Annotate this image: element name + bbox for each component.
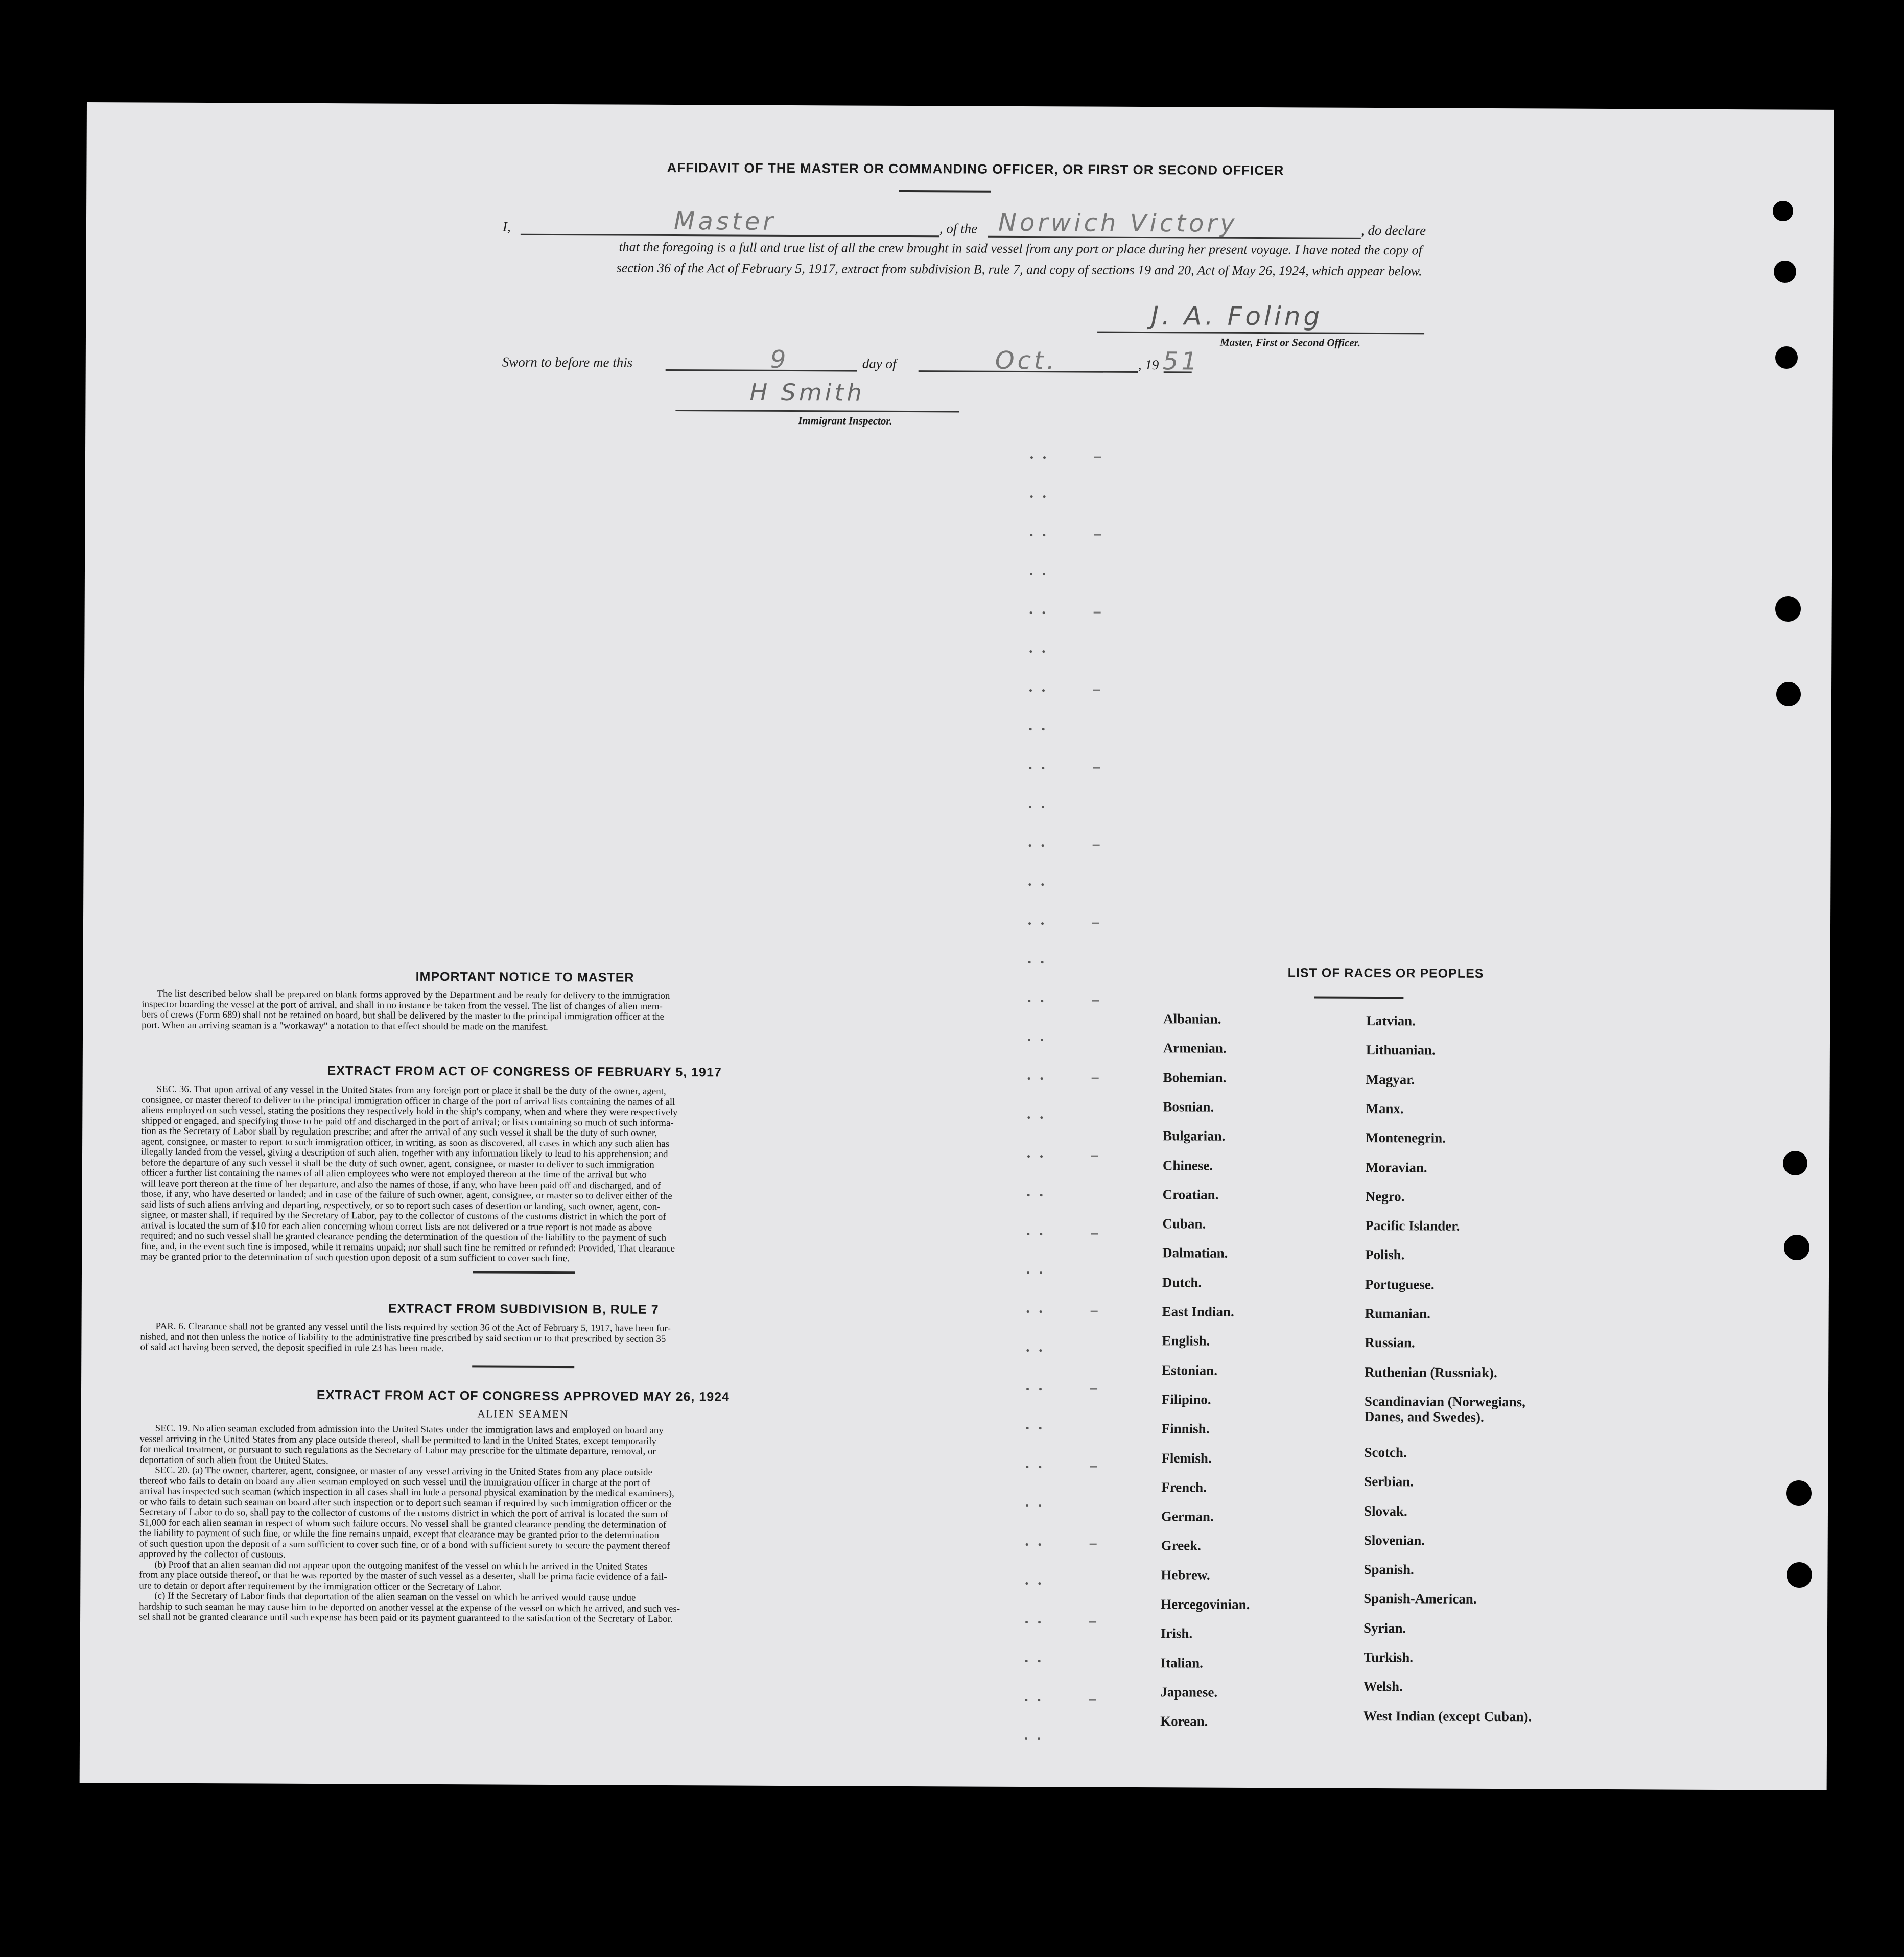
- faint-dot: [1043, 534, 1045, 536]
- faint-dot: [1029, 728, 1032, 730]
- race-item: Finnish.: [1161, 1421, 1210, 1436]
- faint-dot: [1038, 1737, 1040, 1740]
- faint-dot: [1040, 1116, 1043, 1119]
- faint-dot: [1030, 456, 1033, 459]
- race-item: Italian.: [1160, 1655, 1204, 1671]
- rule7-text: [140, 1321, 906, 1356]
- sworn-label: Sworn to before me this: [502, 354, 633, 370]
- race-item: Greek.: [1161, 1538, 1201, 1553]
- faint-dot: [1039, 1466, 1041, 1468]
- faint-dot: [1027, 1155, 1030, 1158]
- faint-dash: [1091, 1156, 1098, 1157]
- faint-dot: [1026, 1543, 1028, 1546]
- race-item: Dutch.: [1162, 1274, 1202, 1290]
- extract-1924-subtitle: ALIEN SEAMEN: [477, 1407, 569, 1421]
- faint-dash: [1091, 1233, 1098, 1235]
- year-prefix-label: , 19: [1138, 357, 1159, 373]
- race-item: Turkish.: [1363, 1649, 1414, 1665]
- extract-1924-line: of such question upon the deposit of a sum sufficient to cover such fine, or of a bond with sufficient surety to secure the payment thereof: [139, 1538, 670, 1551]
- faint-dot: [1027, 1194, 1030, 1196]
- binder-hole: [1775, 346, 1798, 369]
- faint-dot: [1026, 1466, 1028, 1468]
- race-item: East Indian.: [1162, 1304, 1234, 1319]
- extract-1924-title: EXTRACT FROM ACT OF CONGRESS APPROVED MAY 26, 1924: [316, 1387, 730, 1404]
- race-item: French.: [1161, 1479, 1207, 1495]
- race-item: Serbian.: [1364, 1474, 1414, 1490]
- race-item: West Indian (except Cuban).: [1363, 1708, 1532, 1724]
- notice-line: bers of crews (Form 689) shall not be retained on board, but shall be delivered by the master to the principal immigration officer at the: [142, 1009, 664, 1022]
- faint-dot: [1027, 1271, 1029, 1274]
- faint-dot: [1030, 573, 1032, 575]
- faint-dot: [1026, 1427, 1029, 1429]
- faint-dash: [1091, 1311, 1098, 1312]
- extract-1917-line: shipped or engaged, and specifying those to be paid off and discharged in the port of arrival; or lists containing so much of such informa-: [141, 1115, 674, 1128]
- race-item: Welsh.: [1363, 1679, 1403, 1694]
- faint-dot: [1027, 1310, 1029, 1313]
- extract-1917-line: signee, or master shall, if required by the Secretary of Labor, pay to the collector of customs of the customs district in which the port of: [140, 1209, 666, 1222]
- race-item: Flemish.: [1161, 1450, 1212, 1466]
- extract-1917-line: will leave port thereon at the time of her departure, and also the names of those, if any, who have been paid off and discharged, and of: [140, 1177, 661, 1191]
- extract-1917-line: agent, consignee, or master to report to such immigration officer, in writing, as soon as discovered, all cases in which any such alien has: [141, 1136, 670, 1149]
- day-of-label: day of: [862, 356, 897, 371]
- extract-1924-line: the liability to payment of such fine, or while the fine remains unpaid, except that clearance may be granted prior to the determination: [139, 1527, 660, 1541]
- vessel-handwritten: Norwich Victory: [998, 208, 1238, 238]
- master-handwritten: Master: [673, 207, 777, 236]
- extract-1924-text: [139, 1423, 906, 1625]
- i-label: I,: [502, 219, 511, 234]
- extract-1924-line: vessel arriving in the United States from any place outside thereof, shall be permitted to land in the United States, except temporarily: [139, 1433, 657, 1447]
- extract-1917-line: illegally landed from the vessel, giving a description of such alien, together with any information likely to lead to his apprehension; and: [140, 1146, 668, 1160]
- faint-dot: [1028, 1077, 1030, 1080]
- faint-dot: [1042, 728, 1045, 730]
- faint-dot: [1025, 1621, 1028, 1623]
- race-item: Irish.: [1160, 1625, 1193, 1641]
- inspector-signature: H Smith: [749, 378, 865, 407]
- extract-1917-line: arrival is located the sum of $10 for each alien concerning whom correct lists are not delivered or a true report is not made as above: [140, 1219, 652, 1233]
- extract-1924-line: hardship to such seaman he may cause him to be deported on another vessel at the expense of the vessel on which he arrived, and such ves-: [139, 1600, 680, 1614]
- extract-1917-line: required; and no such vessel shall be granted clearance pending the determination of the question of the liability to the payment of such: [140, 1230, 667, 1243]
- faint-dot: [1029, 844, 1031, 847]
- race-item: Scotch.: [1364, 1444, 1407, 1460]
- notice-line: The list described below shall be prepared on blank forms approved by the Department and be ready for delivery to the immigration: [157, 988, 670, 1001]
- faint-dot: [1040, 1233, 1042, 1235]
- affidavit-title: AFFIDAVIT OF THE MASTER OR COMMANDING OFFICER, OR FIRST OR SECOND OFFICER: [667, 159, 1284, 178]
- race-item: Croatian.: [1162, 1187, 1219, 1203]
- extract-1924-line: approved by the collector of customs.: [139, 1548, 286, 1560]
- race-item: Bulgarian.: [1163, 1128, 1226, 1144]
- binder-hole: [1773, 201, 1793, 221]
- extract-1924-line: (c) If the Secretary of Labor finds that deportation of the alien seaman on the vessel on which he arrived would cause undue: [154, 1590, 636, 1604]
- year-handwritten: 51: [1162, 347, 1201, 376]
- extract-1917-line: fine, and, in the event such fine is imposed, while it remains unpaid; nor shall such fine be remitted or refunded: Provided, That clearance: [140, 1240, 675, 1254]
- race-item: Bohemian.: [1163, 1069, 1227, 1086]
- race-item: Chinese.: [1162, 1157, 1213, 1173]
- race-item: Lithuanian.: [1366, 1042, 1436, 1058]
- faint-dot: [1039, 1349, 1042, 1352]
- rule7-line: nished, and not then unless the notice of liability to the administrative fine prescribed by said section or to that prescribed by section 35: [140, 1331, 666, 1345]
- race-item: Moravian.: [1365, 1159, 1427, 1175]
- extract-1917-line: officer a further list containing the names of all alien employees who were not employed thereon at the time of the arrival but who: [140, 1167, 647, 1181]
- rule7-title: EXTRACT FROM SUBDIVISION B, RULE 7: [388, 1301, 659, 1317]
- faint-dash: [1094, 534, 1101, 536]
- faint-dot: [1043, 611, 1045, 614]
- faint-dot: [1043, 456, 1046, 459]
- race-item: Slovenian.: [1364, 1532, 1425, 1548]
- faint-dash: [1093, 767, 1100, 769]
- race-item: Negro.: [1365, 1188, 1405, 1205]
- notice-line: port. When an arriving seaman is a "workaway" a notation to that effect should be made on the manifest.: [142, 1019, 548, 1032]
- faint-dot: [1025, 1737, 1027, 1740]
- faint-dot: [1028, 883, 1031, 886]
- binder-hole: [1775, 596, 1801, 622]
- document-page: [80, 102, 1834, 1790]
- extract-1924-line: SEC. 19. No alien seaman excluded from admission into the United States under the immigration laws and employed on board any: [155, 1423, 664, 1436]
- faint-dot: [1041, 883, 1044, 886]
- race-item: Polish.: [1365, 1247, 1405, 1263]
- faint-dash: [1093, 845, 1100, 846]
- extract-1924-line: arrival has inspected such seaman (which inspection in all cases shall include a personal physical examination by the medical examiners),: [139, 1486, 674, 1499]
- faint-dot: [1042, 767, 1044, 769]
- faint-dot: [1030, 495, 1033, 498]
- faint-dot: [1043, 573, 1045, 575]
- faint-dot: [1040, 1194, 1043, 1196]
- affidavit-body-line2: section 36 of the Act of February 5, 1917, extract from subdivision B, rule 7, and copy of sections 19 and 20, Act of May 26, 1924, which appear below.: [616, 260, 1422, 279]
- extract-1917-line: aliens employed on such vessel, stating the positions they respectively hold in the ship's company, when and where they were respectively: [141, 1104, 678, 1118]
- inspector-line: [675, 410, 959, 412]
- race-item: Hercegovinian.: [1161, 1596, 1250, 1612]
- faint-dash: [1094, 457, 1101, 458]
- race-item: Spanish-American.: [1364, 1591, 1477, 1607]
- faint-dot: [1029, 689, 1032, 692]
- faint-dot: [1038, 1621, 1041, 1623]
- race-item: Syrian.: [1363, 1620, 1406, 1636]
- notice-title: IMPORTANT NOTICE TO MASTER: [415, 969, 634, 985]
- race-item: German.: [1161, 1508, 1214, 1524]
- race-item: Latvian.: [1366, 1012, 1416, 1029]
- faint-dot: [1030, 534, 1032, 536]
- faint-dash: [1089, 1621, 1096, 1623]
- faint-dot: [1028, 1000, 1030, 1002]
- faint-dot: [1040, 1271, 1042, 1274]
- faint-dot: [1038, 1582, 1041, 1585]
- faint-marks: [87, 102, 1834, 110]
- race-item: Montenegrin.: [1366, 1130, 1446, 1146]
- faint-dot: [1025, 1582, 1028, 1585]
- race-item: Slovak.: [1364, 1503, 1407, 1519]
- extract-1917-line: consignee, or master thereof to deliver to the principal immigration officer in charge of the port of arrival lists containing the names of all: [141, 1094, 675, 1107]
- faint-dash: [1090, 1544, 1097, 1545]
- faint-dash: [1092, 923, 1099, 924]
- binder-hole: [1783, 1151, 1807, 1175]
- race-item: Bosnian.: [1163, 1099, 1214, 1115]
- faint-dot: [1027, 1116, 1030, 1119]
- races-divider: [1314, 996, 1403, 999]
- race-item: Spanish.: [1364, 1562, 1414, 1577]
- of-the-label: , of the: [939, 221, 978, 237]
- faint-dot: [1025, 1660, 1028, 1662]
- master-signature: J. A. Foling: [1151, 301, 1323, 332]
- race-item: Estonian.: [1162, 1362, 1218, 1378]
- race-item: English.: [1162, 1333, 1210, 1349]
- faint-dot: [1038, 1660, 1041, 1662]
- signature-caption: Master, First or Second Officer.: [1219, 336, 1360, 349]
- divider-rule7: [472, 1365, 574, 1368]
- faint-dot: [1029, 767, 1031, 769]
- rule7-line: PAR. 6. Clearance shall not be granted any vessel until the lists required by section 36 of the Act of February 5, 1917, have been fur-: [155, 1321, 671, 1334]
- extract-1924-line: deportation of such alien from the United States.: [139, 1454, 328, 1466]
- binder-hole: [1786, 1480, 1812, 1506]
- faint-dot: [1042, 650, 1045, 653]
- extract-1924-line: (b) Proof that an alien seaman did not appear upon the outgoing manifest of the vessel on which he arrived in the United States: [154, 1559, 648, 1572]
- extract-1924-line: or who fails to detain such seaman on board after such inspection or to deport such seaman if required by such immigration officer or the: [139, 1496, 672, 1510]
- day-line: [666, 369, 857, 372]
- faint-dot: [1028, 961, 1031, 963]
- extract-1924-line: for medical treatment, or pursuant to such regulations as the Secretary of Labor may prescribe for the ultimate departure, removal, or: [139, 1444, 656, 1457]
- faint-dot: [1039, 1504, 1041, 1507]
- faint-dot: [1028, 922, 1031, 925]
- inspector-caption: Immigrant Inspector.: [798, 414, 892, 427]
- race-item: Manx.: [1366, 1100, 1404, 1117]
- faint-dash: [1093, 690, 1100, 691]
- faint-dot: [1039, 1427, 1042, 1429]
- divider-1917: [473, 1271, 575, 1274]
- affidavit-body-line1: that the foregoing is a full and true list of all the crew brought in said vessel from any port or place during her present voyage. I have noted the copy of: [619, 239, 1422, 258]
- extract-1924-line: SEC. 20. (a) The owner, charterer, agent, consignee, or master of any vessel arriving in the United States from any place outside: [155, 1465, 653, 1478]
- race-item: Albanian.: [1163, 1011, 1221, 1027]
- extract-1924-line: $1,000 for each alien seaman in respect of whom such failure occurs. No vessel shall be granted clearance pending the determination of: [139, 1517, 667, 1530]
- extract-1924-line: ure to detain or deport after requirement by the immigration officer or the Secretary of Labor.: [139, 1579, 502, 1593]
- extract-1917-line: SEC. 36. That upon arrival of any vessel in the United States from any foreign port or place it shall be the duty of the owner, agent,: [156, 1083, 666, 1097]
- faint-dot: [1026, 1504, 1028, 1507]
- race-item: Dalmatian.: [1162, 1245, 1228, 1261]
- faint-dot: [1029, 650, 1032, 653]
- faint-dot: [1025, 1699, 1027, 1701]
- races-title: LIST OF RACES OR PEOPLES: [1287, 965, 1484, 981]
- faint-dot: [1029, 806, 1031, 808]
- faint-dot: [1041, 922, 1044, 925]
- faint-dot: [1027, 1233, 1029, 1235]
- rule7-line: of said act having been served, the deposit specified in rule 23 has been made.: [140, 1341, 444, 1354]
- race-item: Magyar.: [1366, 1071, 1415, 1087]
- race-item: Rumanian.: [1365, 1305, 1431, 1322]
- race-item: Russian.: [1365, 1335, 1415, 1351]
- faint-dot: [1028, 1039, 1030, 1041]
- race-item: Portuguese.: [1365, 1276, 1435, 1292]
- faint-dash: [1094, 612, 1101, 614]
- race-item: Hebrew.: [1161, 1567, 1210, 1583]
- notice-line: inspector boarding the vessel at the port of arrival, and shall in no instance be taken from the vessel. The list of changes of alien mem-: [142, 998, 663, 1012]
- faint-dot: [1041, 1000, 1043, 1002]
- month-handwritten: Oct.: [995, 346, 1058, 375]
- binder-hole: [1787, 1562, 1812, 1588]
- notice-text: [142, 988, 908, 1034]
- extract-1917-line: said lists of such aliens arriving and departing, respectively, or so to report such cases of desertion or landing, such owner, agent, con-: [140, 1198, 661, 1212]
- faint-dash: [1090, 1466, 1097, 1468]
- faint-dot: [1039, 1388, 1042, 1390]
- race-item: Armenian.: [1163, 1040, 1227, 1056]
- signature-line: [1097, 332, 1424, 335]
- do-declare-label: , do declare: [1360, 222, 1426, 239]
- day-handwritten: 9: [770, 345, 789, 374]
- extract-1917-line: before the departure of any such vessel it shall be the duty of such owner, agent, consignee, or master to deliver to such immigration: [140, 1157, 654, 1170]
- title-divider: [899, 190, 991, 193]
- extract-1924-line: Secretary of Labor to do so, shall pay to the collector of customs of the customs district in which the port of arrival is located the sum of: [139, 1506, 669, 1520]
- faint-dot: [1042, 844, 1044, 847]
- extract-1924-line: thereof who fails to detain on board any alien seaman employed on such vessel until the immigration officer in charge at the port of: [139, 1475, 650, 1489]
- faint-dash: [1090, 1388, 1097, 1390]
- extract-1917-title: EXTRACT FROM ACT OF CONGRESS OF FEBRUARY 5, 1917: [327, 1064, 722, 1080]
- race-item: Pacific Islander.: [1365, 1218, 1460, 1234]
- faint-dot: [1041, 1039, 1043, 1041]
- binder-hole: [1774, 261, 1796, 283]
- race-item: Danes, and Swedes).: [1364, 1408, 1484, 1425]
- faint-dot: [1026, 1349, 1029, 1352]
- faint-dot: [1042, 689, 1045, 692]
- faint-dot: [1043, 495, 1046, 498]
- faint-dot: [1040, 1155, 1043, 1158]
- race-item: Ruthenian (Russniak).: [1365, 1364, 1497, 1380]
- extract-1924-line: sel shall not be granted clearance until such expense has been paid or its payment guaranteed to the satisfaction of the Secretary of Labor.: [139, 1611, 673, 1625]
- faint-dot: [1041, 961, 1044, 963]
- race-item: Filipino.: [1161, 1392, 1211, 1407]
- faint-dot: [1026, 1388, 1029, 1390]
- extract-1917-line: those, if any, who have deserted or landed; and in case of the failure of such owner, agent, consignee, or master so to deliver either of the: [140, 1188, 672, 1202]
- race-item: Scandinavian (Norwegians,: [1364, 1393, 1526, 1410]
- extract-1924-line: from any place outside thereof, or that he was reported by the master of such vessel as a deserter, shall be prima facie evidence of a fail-: [139, 1569, 667, 1583]
- extract-1917-text: [140, 1084, 908, 1265]
- faint-dot: [1030, 611, 1032, 614]
- binder-hole: [1784, 1235, 1809, 1260]
- faint-dot: [1041, 1077, 1043, 1080]
- binder-hole: [1776, 682, 1801, 706]
- faint-dash: [1092, 1000, 1099, 1002]
- faint-dot: [1038, 1699, 1040, 1701]
- faint-dash: [1089, 1699, 1096, 1701]
- faint-dot: [1040, 1310, 1042, 1313]
- race-item: Korean.: [1160, 1713, 1208, 1729]
- faint-dash: [1092, 1078, 1099, 1079]
- faint-dot: [1039, 1543, 1041, 1546]
- faint-dot: [1042, 806, 1044, 808]
- extract-1917-line: may be granted prior to the determination of such question upon deposit of a sum sufficient to cover such fine.: [140, 1251, 570, 1264]
- race-item: Japanese.: [1160, 1684, 1218, 1700]
- extract-1917-line: tion as the Secretary of Labor shall by regulation prescribe; and after the arrival of any such vessel it shall be the duty of such owner,: [141, 1125, 657, 1139]
- race-item: Cuban.: [1162, 1216, 1206, 1232]
